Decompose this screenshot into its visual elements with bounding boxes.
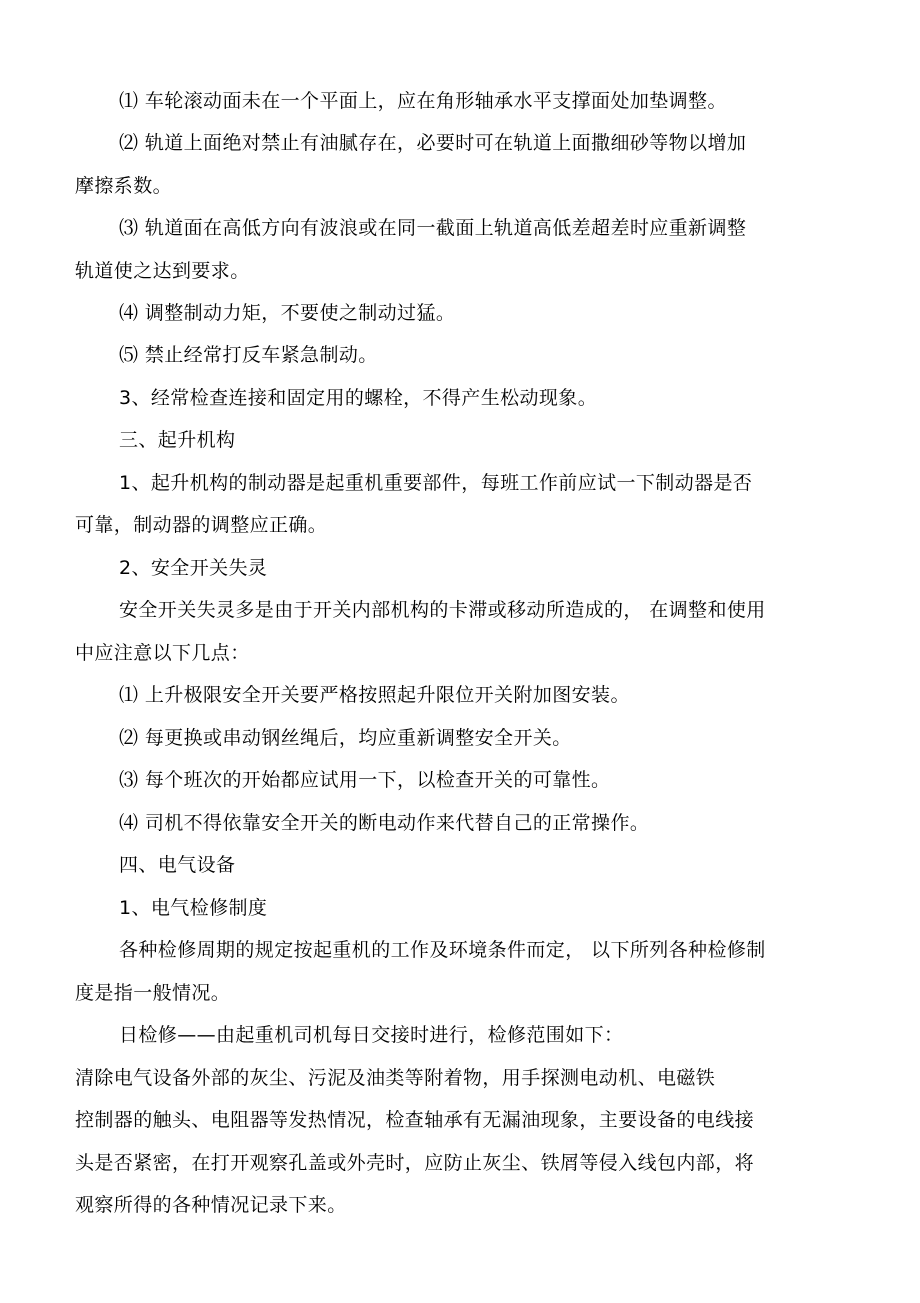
text-line: ⑶ 每个班次的开始都应试用一下，以检查开关的可靠性。 [119, 769, 611, 791]
section-heading: 三、起升机构 [119, 429, 236, 451]
subsection-heading: 2、安全开关失灵 [119, 557, 268, 579]
text-line: 中应注意以下几点： [75, 642, 250, 664]
subsection-heading: 1、电气检修制度 [119, 897, 268, 919]
text-line: ⑷ 调整制动力矩，不要使之制动过猛。 [119, 302, 456, 324]
text-line: ⑴ 车轮滚动面未在一个平面上，应在角形轴承水平支撑面处加垫调整。 [119, 90, 727, 112]
text-line: 摩擦系数。 [75, 175, 173, 197]
text-line: 观察所得的各种情况记录下来。 [75, 1194, 347, 1216]
text-line: 控制器的触头、电阻器等发热情况，检查轴承有无漏油现象，主要设备的电线接 [75, 1109, 755, 1131]
text-line: ⑷ 司机不得依靠安全开关的断电动作来代替自己的正常操作。 [119, 812, 650, 834]
text-line: 各种检修周期的规定按起重机的工作及环境条件而定， 以下所列各种检修制 [119, 939, 766, 961]
text-line: 可靠，制动器的调整应正确。 [75, 514, 328, 536]
text-line: 日检修——由起重机司机每日交接时进行，检修范围如下： [119, 1024, 624, 1046]
section-heading: 四、电气设备 [119, 854, 236, 876]
text-line: 清除电气设备外部的灰尘、污泥及油类等附着物，用手探测电动机、电磁铁 [75, 1067, 716, 1089]
text-line: ⑴ 上升极限安全开关要严格按照起升限位开关附加图安装。 [119, 684, 630, 706]
text-line: 安全开关失灵多是由于开关内部机构的卡滞或移动所造成的， 在调整和使用 [119, 599, 766, 621]
text-line: 3、经常检查连接和固定用的螺栓，不得产生松动现象。 [119, 387, 598, 409]
text-line: 1、起升机构的制动器是起重机重要部件，每班工作前应试一下制动器是否 [119, 472, 753, 494]
text-line: ⑵ 轨道上面绝对禁止有油腻存在，必要时可在轨道上面撒细砂等物以增加 [119, 132, 747, 154]
text-line: ⑸ 禁止经常打反车紧急制动。 [119, 344, 378, 366]
text-line: 头是否紧密，在打开观察孔盖或外壳时，应防止灰尘、铁屑等侵入线包内部，将 [75, 1152, 755, 1174]
text-line: ⑵ 每更换或串动钢丝绳后，均应重新调整安全开关。 [119, 727, 572, 749]
text-line: 度是指一般情况。 [75, 982, 231, 1004]
text-line: 轨道使之达到要求。 [75, 260, 250, 282]
text-line: ⑶ 轨道面在高低方向有波浪或在同一截面上轨道高低差超差时应重新调整 [119, 217, 747, 239]
